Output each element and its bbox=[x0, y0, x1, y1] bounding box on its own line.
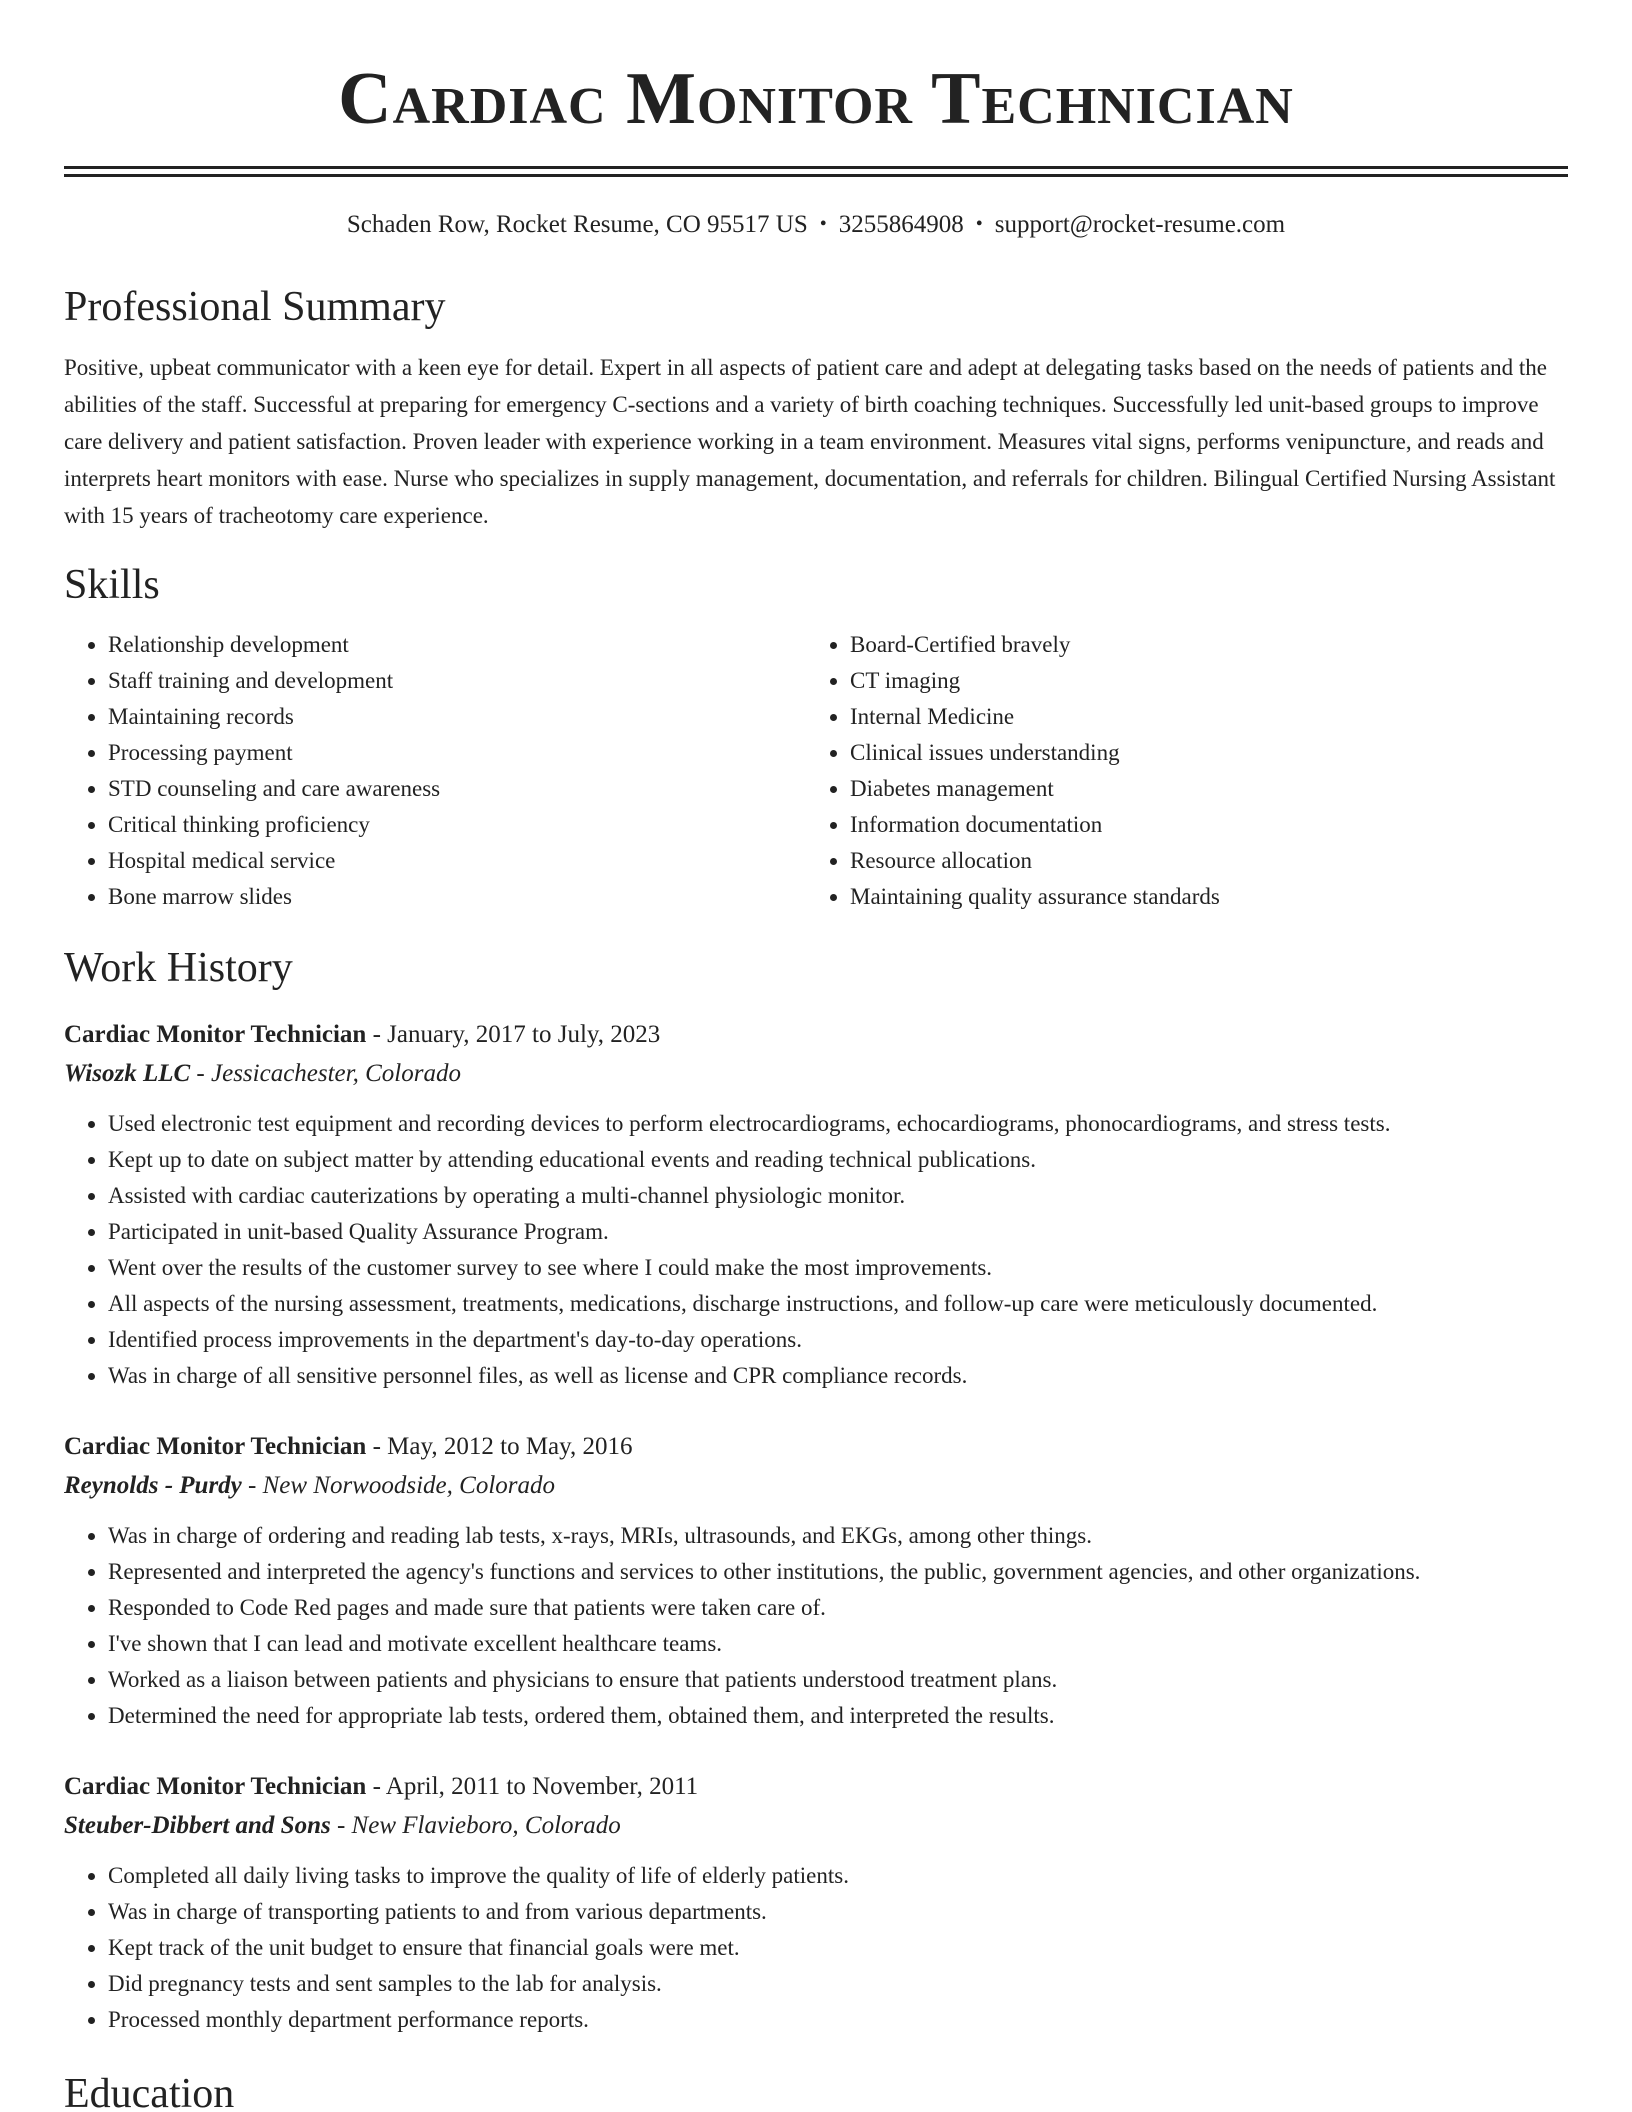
job-company-line: Wisozk LLC - Jessicachester, Colorado bbox=[64, 1060, 461, 1087]
summary-heading: Professional Summary bbox=[64, 284, 446, 330]
job-location: Jessicachester, Colorado bbox=[211, 1060, 461, 1087]
job-bullet: • Processed monthly department performance reports. bbox=[108, 2002, 1568, 2038]
job-bullet: • Went over the results of the customer survey to see where I could make the most improvements. bbox=[108, 1250, 1568, 1286]
job-bullet: • Worked as a liaison between patients and physicians to ensure that patients understood treatment plans. bbox=[108, 1662, 1568, 1698]
job-location: New Flavieboro, Colorado bbox=[351, 1812, 621, 1839]
job-company-line: Steuber-Dibbert and Sons - New Flavieboro, Colorado bbox=[64, 1812, 621, 1839]
skill-item: • Information documentation bbox=[850, 807, 1548, 843]
job-entry bbox=[64, 1768, 1568, 2038]
job-bullet: • Completed all daily living tasks to improve the quality of life of elderly patients. bbox=[108, 1858, 1568, 1894]
skill-item: • CT imaging bbox=[850, 663, 1548, 699]
work-history-heading: Work History bbox=[64, 945, 293, 991]
job-bullet: • Assisted with cardiac cauterizations by operating a multi-channel physiologic monitor. bbox=[108, 1178, 1568, 1214]
contact-separator: • bbox=[975, 213, 983, 235]
job-bullet: • Did pregnancy tests and sent samples to the lab for analysis. bbox=[108, 1966, 1568, 2002]
job-bullet: • Kept up to date on subject matter by attending educational events and reading technical publications. bbox=[108, 1142, 1568, 1178]
job-role: Cardiac Monitor Technician bbox=[64, 1433, 367, 1460]
skill-item: • Critical thinking proficiency bbox=[108, 807, 806, 843]
skills-list-right bbox=[806, 627, 1548, 915]
job-bullet: • Participated in unit-based Quality Assurance Program. bbox=[108, 1214, 1568, 1250]
skill-item: • Clinical issues understanding bbox=[850, 735, 1548, 771]
job-bullet: • Represented and interpreted the agency's functions and services to other institutions, the public, government agencies, and other organizations. bbox=[108, 1554, 1568, 1590]
job-bullet: • Was in charge of all sensitive personnel files, as well as license and CPR compliance records. bbox=[108, 1358, 1568, 1394]
contact-line bbox=[64, 208, 1568, 241]
job-bullet: • Identified process improvements in the department's day-to-day operations. bbox=[108, 1322, 1568, 1358]
job-bullet: • Was in charge of ordering and reading lab tests, x-rays, MRIs, ultrasounds, and EKGs, among other things. bbox=[108, 1518, 1568, 1554]
job-dates: April, 2011 to November, 2011 bbox=[385, 1773, 699, 1800]
job-entry bbox=[64, 1428, 1568, 1734]
job-bullet: • Responded to Code Red pages and made sure that patients were taken care of. bbox=[108, 1590, 1568, 1626]
job-bullet: • All aspects of the nursing assessment, treatments, medications, discharge instructions, and follow-up care were meticulously documented. bbox=[108, 1286, 1568, 1322]
job-title-line: Cardiac Monitor Technician - April, 2011 to November, 2011 bbox=[64, 1773, 699, 1800]
job-bullets bbox=[64, 1858, 1568, 2038]
job-company-line: Reynolds - Purdy - New Norwoodside, Colorado bbox=[64, 1472, 556, 1499]
skill-item: • Board-Certified bravely bbox=[850, 627, 1548, 663]
contact-separator: • bbox=[819, 213, 827, 235]
job-title-line: Cardiac Monitor Technician - May, 2012 to May, 2016 bbox=[64, 1433, 633, 1460]
skill-item: • Relationship development bbox=[108, 627, 806, 663]
job-location: New Norwoodside, Colorado bbox=[262, 1472, 556, 1499]
skill-item: • Hospital medical service bbox=[108, 843, 806, 879]
resume-name: Cardiac Monitor Technician bbox=[338, 58, 1294, 140]
job-bullets bbox=[64, 1106, 1568, 1394]
skills-list-left bbox=[64, 627, 806, 915]
job-company: Reynolds - Purdy bbox=[64, 1472, 242, 1499]
skill-item: • Processing payment bbox=[108, 735, 806, 771]
skill-item: • Maintaining quality assurance standards bbox=[850, 879, 1548, 915]
job-role: Cardiac Monitor Technician bbox=[64, 1021, 367, 1048]
job-bullet: • Used electronic test equipment and recording devices to perform electrocardiograms, echocardiograms, phonocardiograms, and stress tests. bbox=[108, 1106, 1568, 1142]
job-bullet: • Determined the need for appropriate lab tests, ordered them, obtained them, and interpreted the results. bbox=[108, 1698, 1568, 1734]
contact-address: Schaden Row, Rocket Resume, CO 95517 US bbox=[346, 211, 808, 238]
skill-item: • Maintaining records bbox=[108, 699, 806, 735]
skills-columns bbox=[64, 627, 1568, 915]
contact-phone: 3255864908 bbox=[838, 211, 964, 238]
job-role: Cardiac Monitor Technician bbox=[64, 1773, 367, 1800]
job-company: Steuber-Dibbert and Sons bbox=[64, 1812, 331, 1839]
job-company: Wisozk LLC bbox=[64, 1060, 191, 1087]
skills-heading: Skills bbox=[64, 562, 160, 608]
job-bullet: • I've shown that I can lead and motivate excellent healthcare teams. bbox=[108, 1626, 1568, 1662]
job-title-line: Cardiac Monitor Technician - January, 2017 to July, 2023 bbox=[64, 1021, 661, 1048]
skill-item: • Resource allocation bbox=[850, 843, 1548, 879]
skill-item: • Staff training and development bbox=[108, 663, 806, 699]
skill-item: • Internal Medicine bbox=[850, 699, 1548, 735]
skill-item: • STD counseling and care awareness bbox=[108, 771, 806, 807]
job-bullet: • Was in charge of transporting patients to and from various departments. bbox=[108, 1894, 1568, 1930]
job-entry bbox=[64, 1016, 1568, 1394]
resume-document bbox=[64, 0, 1568, 2112]
education-heading: Education bbox=[64, 2071, 235, 2112]
skill-item: • Diabetes management bbox=[850, 771, 1548, 807]
contact-email: support@rocket-resume.com bbox=[994, 211, 1286, 238]
job-bullet: • Kept track of the unit budget to ensure that financial goals were met. bbox=[108, 1930, 1568, 1966]
header-divider bbox=[64, 166, 1568, 177]
summary-text: Positive, upbeat communicator with a keen eye for detail. Expert in all aspects of patient care and adept at delegating tasks based on the needs of patients and the abilities of the staff. Successful at preparing for emergency C-sections and a variety of birth coaching techniques. Successfully led unit-based groups to improve care delivery and patient satisfaction. Proven leader with experience working in a team environment. Measures vital signs, performs venipuncture, and reads and interprets heart monitors with ease. Nurse who specializes in supply management, documentation, and referrals for children. Bilingual Certified Nursing Assistant with 15 years of tracheotomy care experience. bbox=[64, 355, 1556, 528]
job-dates: January, 2017 to July, 2023 bbox=[387, 1021, 661, 1048]
job-bullets bbox=[64, 1518, 1568, 1734]
skill-item: • Bone marrow slides bbox=[108, 879, 806, 915]
job-dates: May, 2012 to May, 2016 bbox=[387, 1433, 633, 1460]
